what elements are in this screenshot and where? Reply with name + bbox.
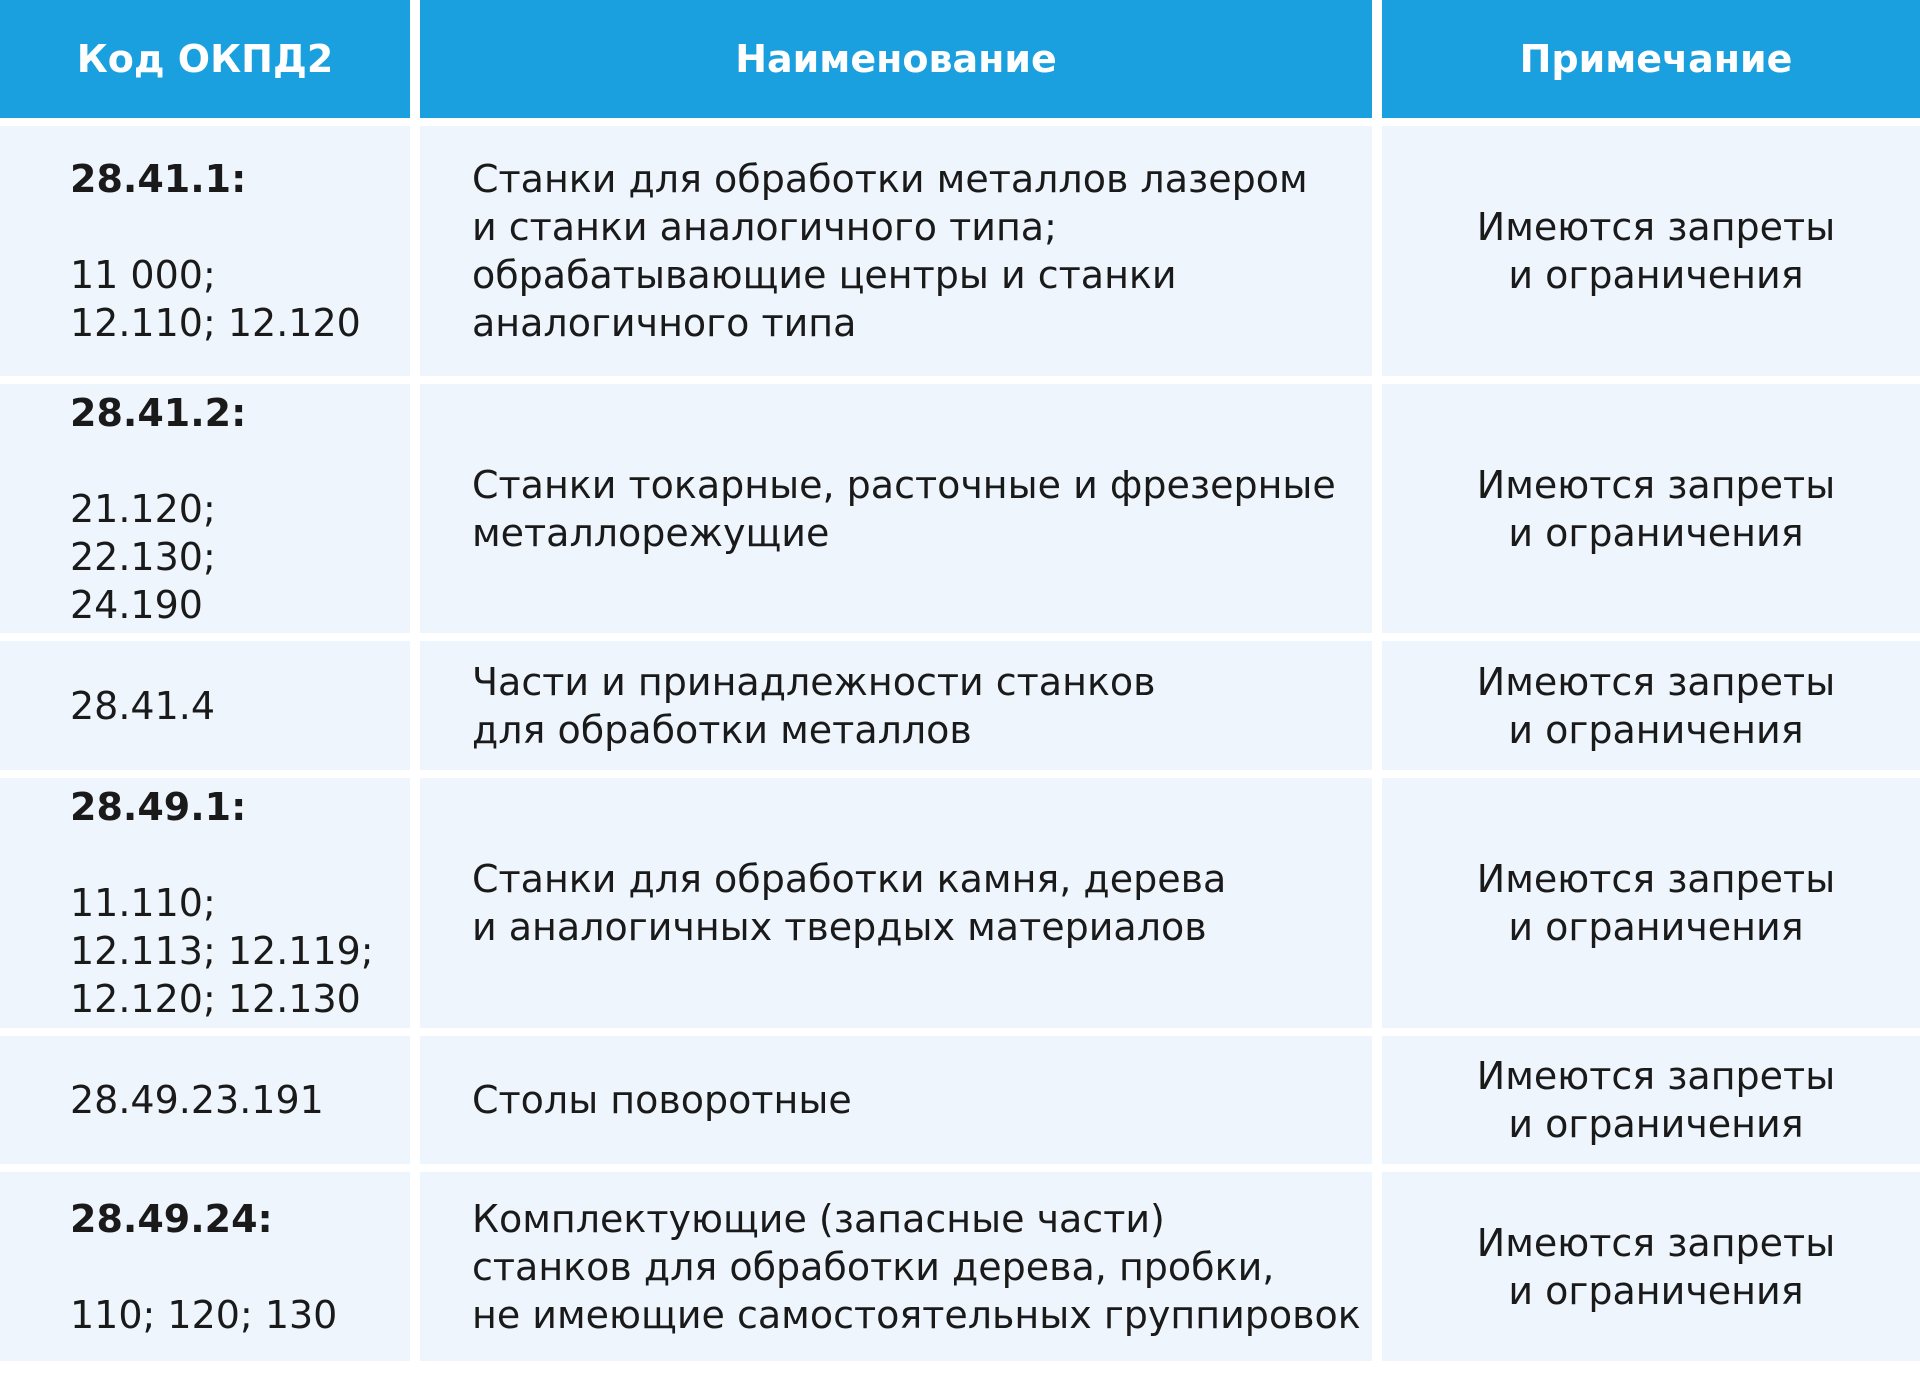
- table-row-code: [0, 778, 410, 1028]
- code-group: 28.49.24:: [70, 1196, 273, 1241]
- item-name: Станки для обработки металлов лазером и станки аналогичного типа; обрабатывающие центры и станки аналогичного типа: [472, 157, 1308, 345]
- table-row-name: [420, 641, 1372, 770]
- table-row-code: [0, 384, 410, 633]
- code-values: 28.41.4: [70, 683, 216, 728]
- header-code: Код ОКПД2: [0, 0, 410, 118]
- table-row-note: [1382, 384, 1920, 633]
- header-note: Примечание: [1382, 0, 1920, 118]
- code-values: 28.49.23.191: [70, 1078, 324, 1122]
- code-values: 11 000; 12.110; 12.120: [70, 253, 361, 345]
- item-note: Имеются запреты и ограничения: [1476, 462, 1836, 555]
- table-row-name: [420, 778, 1372, 1028]
- table-row-name: [420, 1172, 1372, 1361]
- code-group: 28.49.1:: [70, 785, 247, 829]
- table-row-note: [1382, 778, 1920, 1028]
- table-row-code: [0, 1036, 410, 1164]
- item-note: Имеются запреты и ограничения: [1476, 659, 1836, 752]
- item-name: Части и принадлежности станков для обработки металлов: [472, 659, 1156, 752]
- item-name: Столы поворотные: [472, 1078, 852, 1122]
- item-note: Имеются запреты и ограничения: [1476, 857, 1836, 949]
- item-note: Имеются запреты и ограничения: [1476, 1220, 1836, 1313]
- table-row-name: [420, 384, 1372, 633]
- table-row-code: [0, 1172, 410, 1361]
- code-group: 28.41.1:: [70, 157, 247, 201]
- table-row-note: [1382, 1172, 1920, 1361]
- item-name: Станки токарные, расточные и фрезерные металлорежущие: [472, 462, 1336, 555]
- item-name: Комплектующие (запасные части) станков для обработки дерева, пробки, не имеющие самостоятельных группировок: [472, 1196, 1361, 1337]
- table-row-note: [1382, 641, 1920, 770]
- code-values: 110; 120; 130: [70, 1292, 338, 1337]
- table-row-note: [1382, 126, 1920, 376]
- item-note: Имеются запреты и ограничения: [1476, 1054, 1836, 1146]
- item-name: Станки для обработки камня, дерева и аналогичных твердых материалов: [472, 857, 1227, 949]
- table-row-name: [420, 126, 1372, 376]
- code-group: 28.41.2:: [70, 390, 247, 435]
- table-row-code: [0, 126, 410, 376]
- code-values: 11.110; 12.113; 12.119; 12.120; 12.130: [70, 881, 374, 1021]
- header-name: Наименование: [420, 0, 1372, 118]
- item-note: Имеются запреты и ограничения: [1476, 205, 1836, 297]
- table-row-note: [1382, 1036, 1920, 1164]
- code-values: 21.120; 22.130; 24.190: [70, 486, 216, 627]
- table-row-name: [420, 1036, 1372, 1164]
